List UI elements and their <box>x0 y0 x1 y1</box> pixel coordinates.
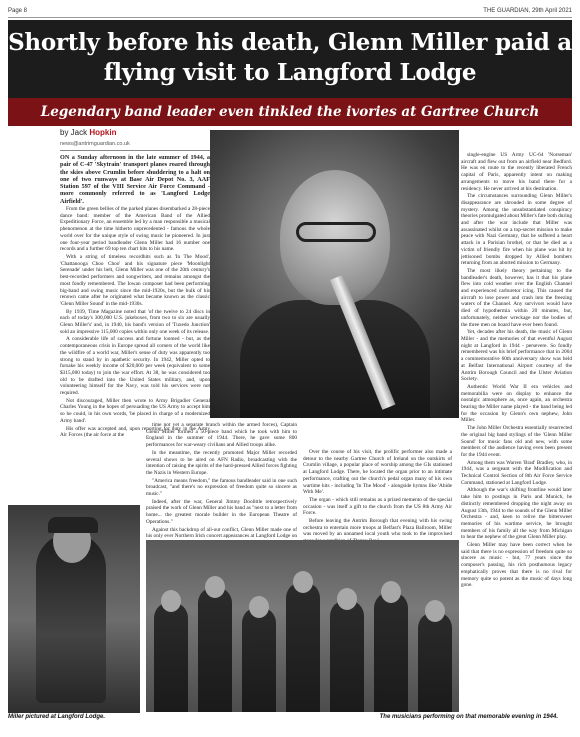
photo-caption-left: Miller pictured at Langford Lodge. <box>8 714 106 720</box>
article-paragraph: Against this backdrop of all-out conflict, Glenn Miller made one of his only ever Northern Irish concert appearances at Langford Lodge on <box>146 526 297 540</box>
byline <box>60 128 210 150</box>
photo-body <box>240 300 430 418</box>
header-rule <box>8 17 572 18</box>
article-paragraph: By 1939, Time Magazine noted that 'of the twelve to 24 discs in each of today's 300,000 U.S. jukeboxes, from two to six are usually Glenn Miller's' and, in 1940, his band's version of 'Tuxedo Junction' sold an impressive 115,000 copies within only one week of its release. <box>60 308 210 335</box>
photo-band-performing <box>146 540 459 712</box>
article-paragraph: time not yet a separate branch within the armed forces), Captain Glenn Miller formed a 50-piece band which he took with him to England in the summer of 1944. There, he gave some 800 performances for war-weary civilians and Allied troops alike. <box>146 422 297 449</box>
article-paragraph: The circumstances surrounding Glenn Miller's disappearance are shrouded in some degree of mystery. Among the unsubstantiated conspiracy theories promulgated about Miller's fate both during and after the war include that Miller was assassinated whilst on a top-secret mission to make peace with Nazi Germany, that he suffered a heart attack in a Parisian brothel, or that he died as a victim of friendly fire when his plane was hit by jettisoned bombs dropped by Allied bombers returning from an aborted mission to Germany. <box>461 193 572 267</box>
photo-miller-trombone <box>210 130 459 418</box>
photo-musician <box>154 602 188 712</box>
article-paragraph: Before leaving the Antrim Borough that evening with his swing orchestra to entertain more troops at Belfast's Plaza Ballroom, Miller was moved by an unnamed local youth who took to the improvised <box>303 518 452 538</box>
photo-musician-head <box>205 576 225 598</box>
article-paragraph: Glenn Miller may have been correct when he said that there is no expression of freedom quite so sincere as music - but, 77 years since the composer's passing, his rich posthumous legacy emphatically proves that there is no rival for memory quite so potent as the music of days long gone. <box>461 542 572 589</box>
article-paragraph: The John Miller Orchestra essentially resurrected the original big band stylings of the 'Glenn Miller Sound' for music fans old and new, with some members of the audience having even been present for the 1944 event. <box>461 425 572 458</box>
article-paragraph: In the meantime, the recently promoted Major Miller recorded several shows to be aired on AFN Radio, broadcasting with the intention of raising the spirits of the hard-pressed Allied forces fighting the Nazis in Western Europe. <box>146 449 297 476</box>
byline-divider <box>60 150 210 151</box>
photo-musician-head <box>161 590 181 612</box>
byline-email[interactable]: news@antrimguardian.co.uk <box>60 141 130 147</box>
article-paragraph: From the green bellies of the parked planes disembarked a 28-piece dance band: member of the American Band of the Allied Expeditionary Force, an ensemble led by a man responsible a musical phenomenon at the time hitherto unprecedented - famous the whole world over for the unique style of swing music he pioneered. In just one four-year period bandleader Glenn Miller had 16 number one records and a further 69 top ten chart hits to his name. <box>60 206 210 253</box>
article-paragraph: Over the course of his visit, the prolific performer also made a detour to the nearby Gartree Church of Ireland on the outskirts of Crumlin village, a popular place of worship among the GIs stationed at Langford Lodge. There, he located the organ prior to an intimate performance, crafting out the church's pedal organ many of his own wartime hits - including 'In The Mood' - alongside hymns like 'Abide With Me'. <box>303 449 452 496</box>
photo-musician <box>374 592 408 712</box>
photo-musician <box>418 612 452 712</box>
article-paragraph: Although the war's shifting frontline would later take him to postings in Paris and Munich, he distinctly remembered dropping the night away on August 13th, 1944 to the sounds of the Glenn Miller Orchestra - and, keen to relive the bittersweet memories of his wartime service, he brought members of his family all the way from Michigan to hear the nephew of the great Glenn Miller play. <box>461 487 572 541</box>
page-header <box>8 4 572 18</box>
photo-musician-head <box>249 596 269 618</box>
photo-miller-portrait <box>8 505 140 713</box>
article-paragraph: Not discouraged, Miller then wrote to Army Brigadier General Charles Young in the hopes of persuading the US Army to accept him so he could, in his own words, 'be placed in charge of a modernized Army band'. <box>60 397 210 424</box>
article-paragraph: Among them was Warren 'Brad' Bradley, who, in 1944, was a sergeant with the Modification and Technical Control Section of 8th Air Force Service Command, stationed at Langford Lodge. <box>461 459 572 486</box>
photo-musician <box>330 600 364 712</box>
article-paragraph: "America means freedom," the famous bandleader said in one such broadcast, "and there's no expression of freedom quite so sincere as music." <box>146 477 297 498</box>
headline: Shortly before his death, Glenn Miller paid a flying visit to Langford Lodge <box>8 20 572 98</box>
photo-musician-head <box>425 600 445 622</box>
article-paragraph: Indeed, after the war, General Jimmy Doolittle retrospectively praised the work of Glenn Miller and his band as "next to a letter from home... the greatest morale builder in the European Theatre of Operations." <box>146 498 297 525</box>
article-paragraph: The most likely theory pertaining to the bandleader's death, however, has it that his plane flew into cold weather over the English Channel and experienced carburetor icing. This caused the aircraft to lose power and crash into the freezing waters of the Channel. Any survivors would have died of hypothermia within 20 minutes, but, unfortunately, neither wreckage nor the bodies of the three men on board have ever been found. <box>461 267 572 328</box>
photo-musician-head <box>381 581 401 603</box>
photo-figure-cap <box>48 517 98 533</box>
photo-caption-bottom: The musicians performing on that memorable evening in 1944. <box>379 714 558 720</box>
byline-author: Hopkin <box>89 128 117 137</box>
photo-glasses <box>296 222 376 242</box>
article-paragraph: With a string of timeless recordhits such as 'In The Mood', 'Chattanooga Choo Choo' and his signature piece 'Moonlight Serenade' under his belt, Glenn Miller was one of the 20th century's best-recorded performers and songwriters, and remains amongst the most fondly remembered. The Iowan composer had been performing big-band and swing music since the mid-1920s, but the bulk of his renown came after he originated what became known as the classic 'Glenn Miller Sound' in the mid-1930s. <box>60 254 210 307</box>
article-paragraph: Yet, decades after his death, the music of Glenn Miller - and the memories of that eventful August night at Langford in 1944 - persevere. So fondly remembered was his brief performance that in 2004 a commemorative 60th anniversary show was held at Belfast International Airport courtesy of the Antrim Borough Council and the Ulster Aviation Society. <box>461 329 572 383</box>
photo-musician <box>198 587 232 712</box>
photo-musician <box>286 582 320 712</box>
article-paragraph: Authentic World War II era vehicles and memorabilia were on display to enhance the nostalgic atmosphere as, once again, an orchestra bearing the Miller name played - the band being led for the occasion by Glenn's own nephew, John Miller. <box>461 383 572 424</box>
article-column-4 <box>461 152 572 722</box>
byline-prefix: by Jack <box>60 128 90 137</box>
article-lead-paragraph: ON a Sunday afternoon in the late summer of 1944, a pair of C-47 'Skytrain' transport planes roared through the skies above Crumlin before shuddering to a halt on one of two runways at Base Air Depot No. 3, AAF Station 597 of the VIII Service Air Force Command - more commonly referred to as 'Langford Lodge Airfield'. <box>60 154 210 205</box>
article-paragraph: single-engine US Army UC-64 'Norseman' aircraft and flew out from an airfield near Bedford. He was en route to the recently liberated French capital of Paris, apparently intent on making arrangements to move his band there for a residency. He never arrived at his destination. <box>461 152 572 192</box>
photo-musician-head <box>337 588 357 610</box>
article-paragraph: A considerable life of success and fortune loomed - but, as the contemporaneous crisis in Europe spread all corners of the world like the wildfire of a world war, Miller's sense of duty was apparently too strong to stand by in apathetic security. In 1942, Miller opted to forsake his weekly income of $20,000 per week (equivalent to some $315,000 today) to join the war effort. At 38, he was considered too old to be drafted into the United States military, and, upon volunteering himself for the Navy, was told his services were not required. <box>60 336 210 397</box>
subheadline: Legendary band leader even tinkled the ivories at Gartree Church <box>8 98 572 126</box>
photo-musician-head <box>293 571 313 593</box>
article-paragraph: The organ - which still remains as a prized memento of the special occasion - was itself a gift to the church from the US 8th Army Air Force. <box>303 496 452 517</box>
photo-musician <box>242 607 276 712</box>
article-paragraph: His offer was accepted and, upon reporting for duty in the Army Air Forces (the air force at the <box>60 425 210 439</box>
page-number: Page 8 <box>8 8 28 14</box>
publication-date: THE GUARDIAN, 29th April 2021 <box>483 8 572 14</box>
